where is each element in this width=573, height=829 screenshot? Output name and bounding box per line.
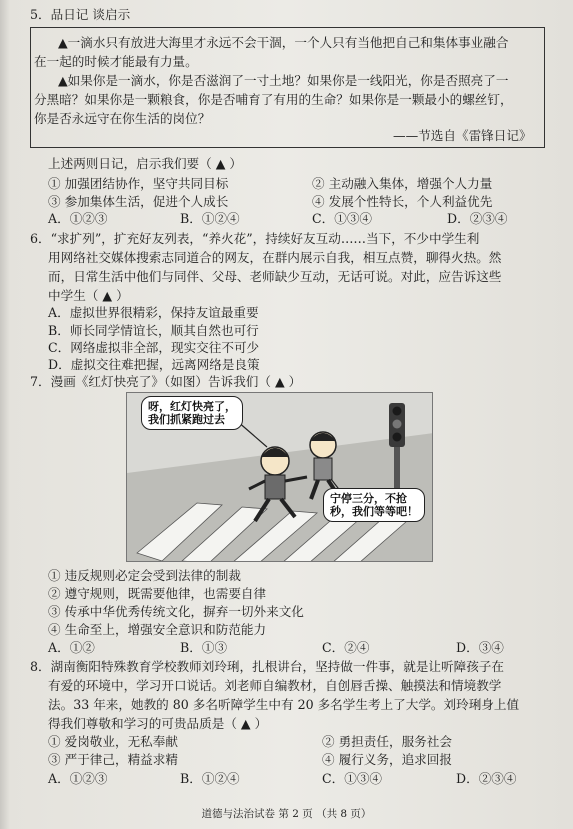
q5-option-d: D．②③④ <box>447 211 508 226</box>
speech-bubble-wait <box>323 488 425 522</box>
q6-line-4: 中学生（ ▲ ） <box>48 288 129 303</box>
q8-line-1: 8．湖南衡阳特殊教育学校教师刘玲琍，扎根讲台，坚持做一件事，就是让听障孩子在 <box>30 659 504 674</box>
q8-item-4: ④ 履行义务，追求回报 <box>322 752 452 767</box>
diary-line-5: 你是否永远守在你生活的岗位？ <box>34 111 211 126</box>
q7-item-4: ④ 生命至上，增强安全意识和防范能力 <box>48 622 267 637</box>
page-edge-shadow <box>0 0 10 829</box>
q7-stem: 7．漫画《红灯快亮了》（如图）告诉我们（ ▲ ） <box>30 374 302 389</box>
diary-line-1: ▲一滴水只有放进大海里才永远不会干涸，一个人只有当他把自己和集体事业融合 <box>58 35 509 50</box>
q7-option-b: B．①③ <box>180 640 228 655</box>
q5-option-b: B．①②④ <box>180 211 240 226</box>
q5-option-c: C．①③④ <box>312 211 373 226</box>
q6-line-3: 而，日常生活中他们与同伴、父母、老师缺少互动，无话可说。对此，应告诉这些 <box>48 269 502 284</box>
speech-bubble-hurry <box>141 396 243 430</box>
q7-option-a: A．①② <box>48 640 95 655</box>
q8-line-2: 有爱的环境中，学习开口说话。刘老师自编教材，自创唇舌操、触摸法和情境教学 <box>48 678 502 693</box>
bubble-hurry-line-2: 我们抓紧跑过去 <box>148 413 225 426</box>
q6-option-b: B．师长同学情谊长，顺其自然也可行 <box>48 323 259 338</box>
q8-option-a: A．①②③ <box>48 771 108 786</box>
comic-red-light <box>126 392 433 562</box>
q7-option-d: D．③④ <box>456 640 504 655</box>
q7-option-c: C．②④ <box>322 640 370 655</box>
q6-option-c: C．网络虚拟非全部，现实交往不可少 <box>48 340 260 355</box>
q7-item-3: ③ 传承中华优秀传统文化，摒弃一切外来文化 <box>48 604 304 619</box>
q5-stem: 上述两则日记，启示我们要（ ▲ ） <box>48 156 243 171</box>
q5-option-a: A．①②③ <box>48 211 108 226</box>
diary-line-3: ▲如果你是一滴水，你是否滋润了一寸土地？如果你是一线阳光，你是否照亮了一 <box>58 73 509 88</box>
diary-source: ——节选自《雷锋日记》 <box>393 128 532 143</box>
q6-line-2: 用网络社交媒体搜索志同道合的网友，在群内展示自我，相互点赞，聊得火热。然 <box>48 250 502 265</box>
bubble-hurry-line-1: 呀，红灯快亮了， <box>148 400 236 413</box>
q5-title: 5．品日记 谈启示 <box>30 7 131 22</box>
q6-option-a: A．虚拟世界很精彩，保持友谊最重要 <box>48 305 259 320</box>
q6-option-d: D．虚拟交往难把握，远离网络是良策 <box>48 357 260 372</box>
q7-item-2: ② 遵守规则，既需要他律，也需要自律 <box>48 586 267 601</box>
q8-option-b: B．①②④ <box>180 771 240 786</box>
q5-item-3: ③ 参加集体生活，促进个人成长 <box>48 194 229 209</box>
q5-item-4: ④ 发展个性特长，个人利益优先 <box>312 194 493 209</box>
diary-line-4: 分黑暗？如果你是一颗粮食，你是否哺育了有用的生命？如果你是一颗最小的螺丝钉， <box>34 92 513 107</box>
q8-line-4: 得我们尊敬和学习的可贵品质是（ ▲ ） <box>48 716 268 731</box>
bubble-wait-line-2: 秒，我们等等吧！ <box>330 505 418 518</box>
q5-item-2: ② 主动融入集体，增强个人力量 <box>312 176 493 191</box>
q8-item-3: ③ 严于律己，精益求精 <box>48 752 178 767</box>
q8-option-d: D．②③④ <box>456 771 517 786</box>
q6-line-1: 6．“求扩列”，扩充好友列表，“养火花”，持续好友互动……当下，不少中学生利 <box>30 231 480 246</box>
q7-item-1: ① 违反规则必定会受到法律的制裁 <box>48 568 241 583</box>
diary-line-2: 在一起的时候才能最有力量。 <box>34 54 198 69</box>
q8-option-c: C．①③④ <box>322 771 383 786</box>
q8-item-2: ② 勇担责任，服务社会 <box>322 734 452 749</box>
q8-item-1: ① 爱岗敬业，无私奉献 <box>48 734 178 749</box>
q8-line-3: 法。33 年来，她教的 80 多名听障学生中有 20 多名学生考上了大学。刘玲琍身上值 <box>48 697 520 712</box>
page-footer: 道德与法治试卷 第 2 页 （共 8 页） <box>201 808 372 820</box>
q5-item-1: ① 加强团结协作，坚守共同目标 <box>48 176 229 191</box>
bubble-wait-line-1: 宁停三分，不抢 <box>330 492 407 505</box>
